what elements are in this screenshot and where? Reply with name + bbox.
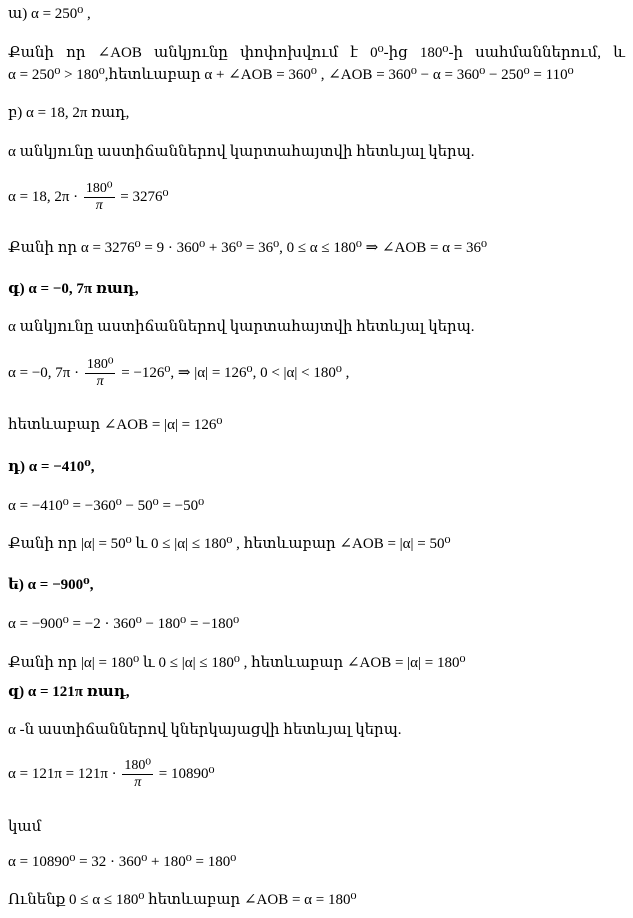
item-e-conclusion: Քանի որ |α| = 180⁰ և 0 ≤ |α| ≤ 180⁰ , հետևաբար ∠AOB = |α| = 180⁰	[8, 655, 466, 671]
item-f-conclusion: Ունենք 0 ≤ α ≤ 180⁰ հետևաբար ∠AOB = α = 180⁰	[8, 892, 357, 908]
item-c-formula-frac: α = −0, 7π · $\frac{\text{180⁰}}{\pi}$ = −126⁰, ⇒ |α| = 126⁰, 0 < |α| < 180⁰ ,	[8, 357, 350, 389]
item-b-formula-frac: α = 18, 2π · $\frac{\text{180⁰}}{\pi}$ = 3276⁰	[8, 181, 169, 213]
item-e-formula: α = −900⁰ = −2 · 360⁰ − 180⁰ = −180⁰	[8, 616, 240, 632]
item-f-text: α -ն աստիճաններով կներկայացվի հետևյալ կերպ.	[8, 722, 402, 738]
item-a-text: Քանի որ ∠AOB անկյունը փոփոխվում է 0⁰-ից 180⁰-ի սահմաններում, և	[8, 45, 625, 61]
item-f-formula-frac: α = 121π = 121π · $\frac{\text{180⁰}}{\pi}$ = 10890⁰	[8, 758, 215, 790]
item-c-heading: գ) α = −0, 7π ռադ,	[8, 281, 139, 297]
item-c-conclusion: հետևաբար ∠AOB = |α| = 126⁰	[8, 417, 223, 433]
item-b-heading: բ) α = 18, 2π ռադ,	[8, 105, 130, 121]
item-f-or: կամ	[8, 819, 42, 835]
item-e-heading: ե) α = −900⁰,	[8, 577, 94, 593]
fraction: $\frac{\text{180⁰}}{\pi}$	[86, 357, 114, 389]
item-b-text: α անկյունը աստիճաններով կարտահայտվի հետևյալ կերպ.	[8, 144, 475, 160]
item-f-heading: զ) α = 121π ռադ,	[8, 684, 130, 700]
item-d-conclusion: Քանի որ |α| = 50⁰ և 0 ≤ |α| ≤ 180⁰ , հետևաբար ∠AOB = |α| = 50⁰	[8, 536, 451, 552]
item-c-text: α անկյունը աստիճաններով կարտահայտվի հետևյալ կերպ.	[8, 319, 475, 335]
item-f-formula-2: α = 10890⁰ = 32 · 360⁰ + 180⁰ = 180⁰	[8, 854, 237, 870]
item-d-heading: դ) α = −410⁰,	[8, 459, 95, 475]
fraction: $\frac{\text{180⁰}}{\pi}$	[85, 181, 113, 213]
fraction: $\frac{\text{180⁰}}{\pi}$	[124, 758, 152, 790]
item-a-heading: ա) α = 250⁰ ,	[8, 6, 91, 22]
item-b-conclusion: Քանի որ α = 3276⁰ = 9 · 360⁰ + 36⁰ = 36⁰, 0 ≤ α ≤ 180⁰ ⇒ ∠AOB = α = 36⁰	[8, 240, 488, 256]
item-a-formula: α = 250⁰ > 180⁰,հետևաբար α + ∠AOB = 360⁰ , ∠AOB = 360⁰ − α = 360⁰ − 250⁰ = 110⁰	[8, 67, 574, 83]
item-d-formula: α = −410⁰ = −360⁰ − 50⁰ = −50⁰	[8, 498, 205, 514]
